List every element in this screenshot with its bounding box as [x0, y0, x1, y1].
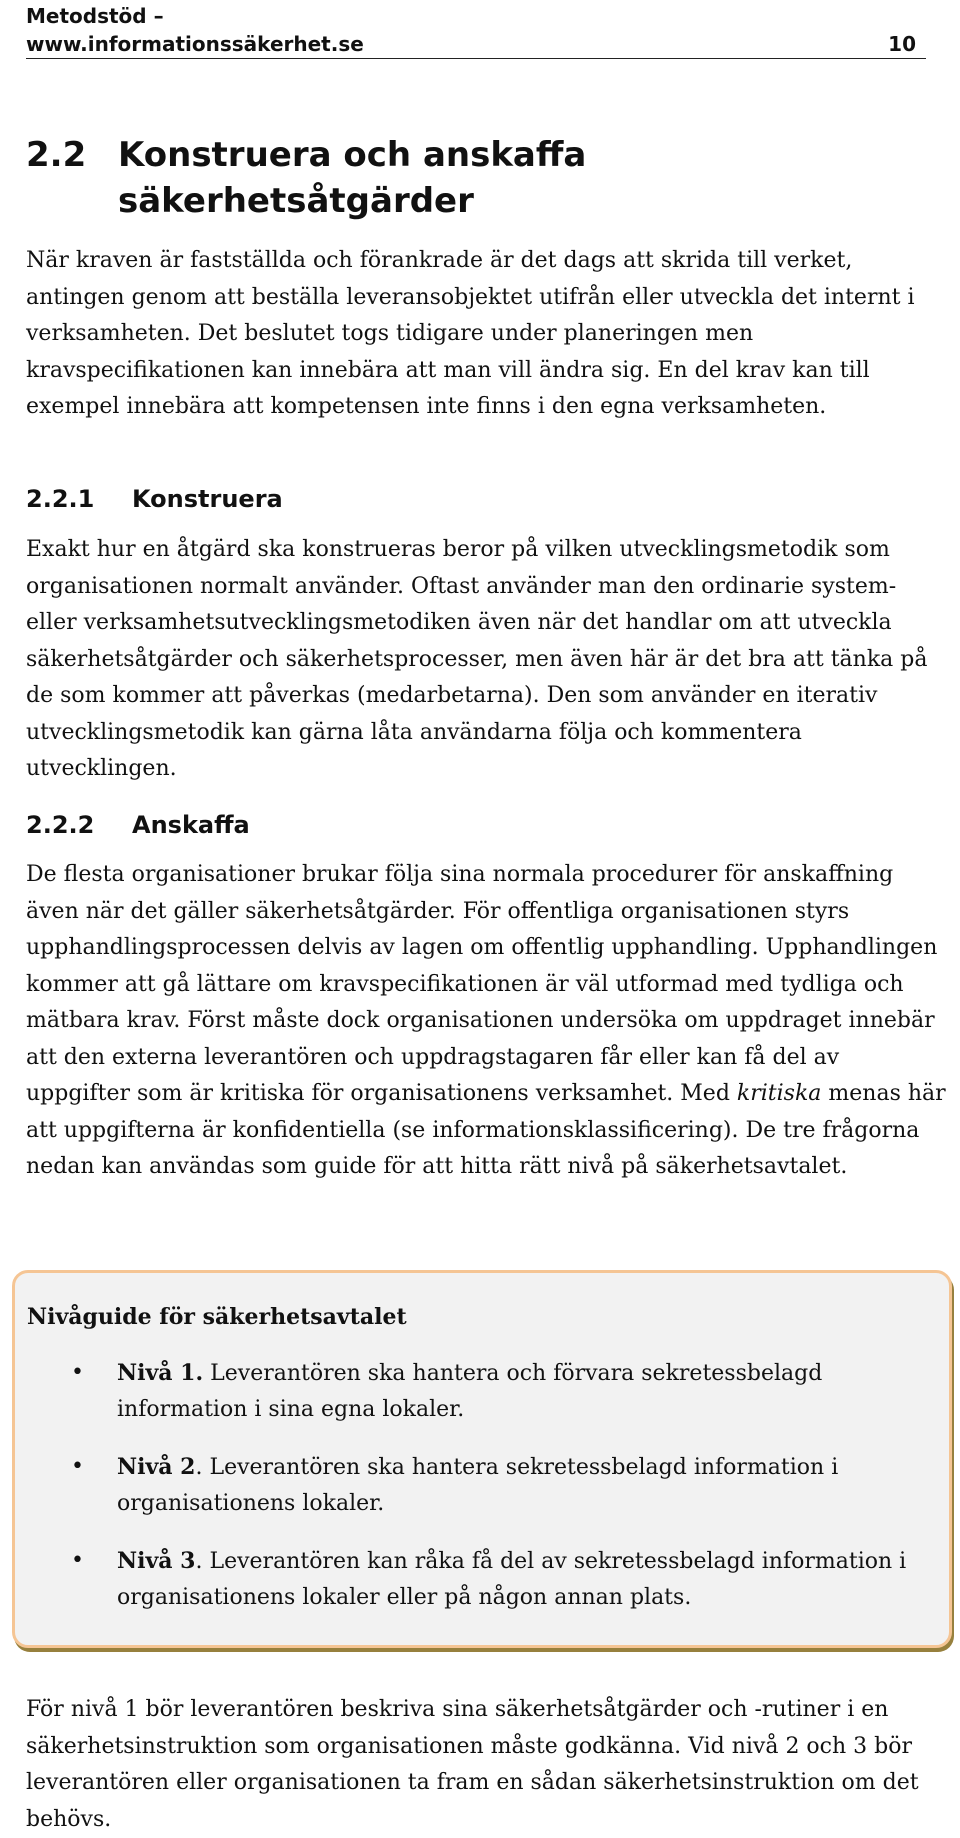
level-label: Nivå 3 [117, 1548, 196, 1574]
guide-list-item [15, 1449, 945, 1522]
level-label: Nivå 1. [117, 1360, 204, 1386]
guide-list-item [15, 1355, 945, 1428]
bullet-icon: • [71, 1360, 84, 1385]
subsection-title: Anskaffa [132, 811, 250, 839]
konstruera-paragraph: Exakt hur en åtgärd ska konstrueras beror på vilken utvecklingsmetodik som organisationen normalt använder. Oftast använder man den ordinarie system- eller verksamhetsutvecklingsmetodiken även när det handlar om att utveckla säkerhetsåtgärder och säkerhetsprocesser, men även här är det bra att tänka på de som kommer att påverkas (medarbetarna). Den som använder en iterativ utvecklingsmetodik kan gärna låta användarna följa och kommentera utvecklingen. [26, 537, 928, 781]
closing-paragraph: För nivå 1 bör leverantören beskriva sina säkerhetsåtgärder och -rutiner i en säkerhetsinstruktion som organisationen måste godkänna. Vid nivå 2 och 3 bör leverantören eller organisationen ta fram en sådan säkerhetsinstruktion om det behövs. [26, 1697, 919, 1832]
anskaffa-text-part1: De flesta organisationer brukar följa sina normala procedurer för anskaffning även när det gäller säkerhetsåtgärder. För offentliga organisationen styrs upphandlingsprocessen delvis av lagen om offentlig upphandling. Upphandlingen kommer att gå lättare om kravspecifikationen är väl utformad med tydliga och mätbara krav. Först måste dock organisationen undersöka om uppdraget innebär att den externa leverantören och uppdragstagaren får eller kan få del av uppgifter som är kritiska för organisationens verksamhet. Med [26, 862, 938, 1106]
anskaffa-emphasis: kritiska [736, 1081, 822, 1106]
bullet-icon: • [71, 1454, 84, 1479]
section-number: 2.2 [26, 135, 87, 175]
subsection-number: 2.2.1 [26, 485, 95, 513]
subsection-heading-konstruera [26, 482, 283, 516]
bullet-icon: • [71, 1548, 84, 1573]
level-guide-box [12, 1270, 952, 1648]
page-number: 10 [888, 32, 916, 56]
header-rule [26, 58, 926, 59]
anskaffa-text-part2: menas här att uppgifterna är konfidentiella (se informationsklassificering). De tre frågorna nedan kan användas som guide för att hitta rätt nivå på säkerhetsavtalet. [26, 1081, 946, 1179]
level-description: Leverantören ska hantera och förvara sekretessbelagd information i sina egna lokaler. [117, 1361, 823, 1422]
subsection-number: 2.2.2 [26, 811, 95, 839]
section-title-line2: säkerhetsåtgärder [118, 181, 474, 221]
anskaffa-paragraph [26, 857, 946, 1186]
level-description: . Leverantören kan råka få del av sekretessbelagd information i organisationens lokaler eller på någon annan plats. [117, 1549, 907, 1610]
guide-list [15, 1355, 945, 1637]
level-label: Nivå 2 [117, 1454, 196, 1480]
subsection-heading-anskaffa [26, 808, 250, 842]
section-title-line1: Konstruera och anskaffa [118, 135, 587, 175]
section-intro-paragraph: När kraven är fastställda och förankrade är det dags att skrida till verket, antingen genom att beställa leveransobjektet utifrån eller utveckla det internt i verksamheten. Det beslutet togs tidigare under planeringen men kravspecifikationen kan innebära att man vill ändra sig. En del krav kan till exempel innebära att kompetensen inte finns i den egna verksamheten. [26, 248, 915, 419]
section-heading [26, 132, 926, 224]
header-title: Metodstöd – [26, 4, 164, 28]
guide-title: Nivåguide för säkerhetsavtalet [27, 1304, 407, 1330]
guide-list-item [15, 1543, 945, 1616]
subsection-title: Konstruera [132, 485, 283, 513]
header-site-url: www.informationssäkerhet.se [26, 32, 364, 56]
level-description: . Leverantören ska hantera sekretessbelagd information i organisationens lokaler. [117, 1455, 839, 1516]
running-header [26, 2, 926, 58]
